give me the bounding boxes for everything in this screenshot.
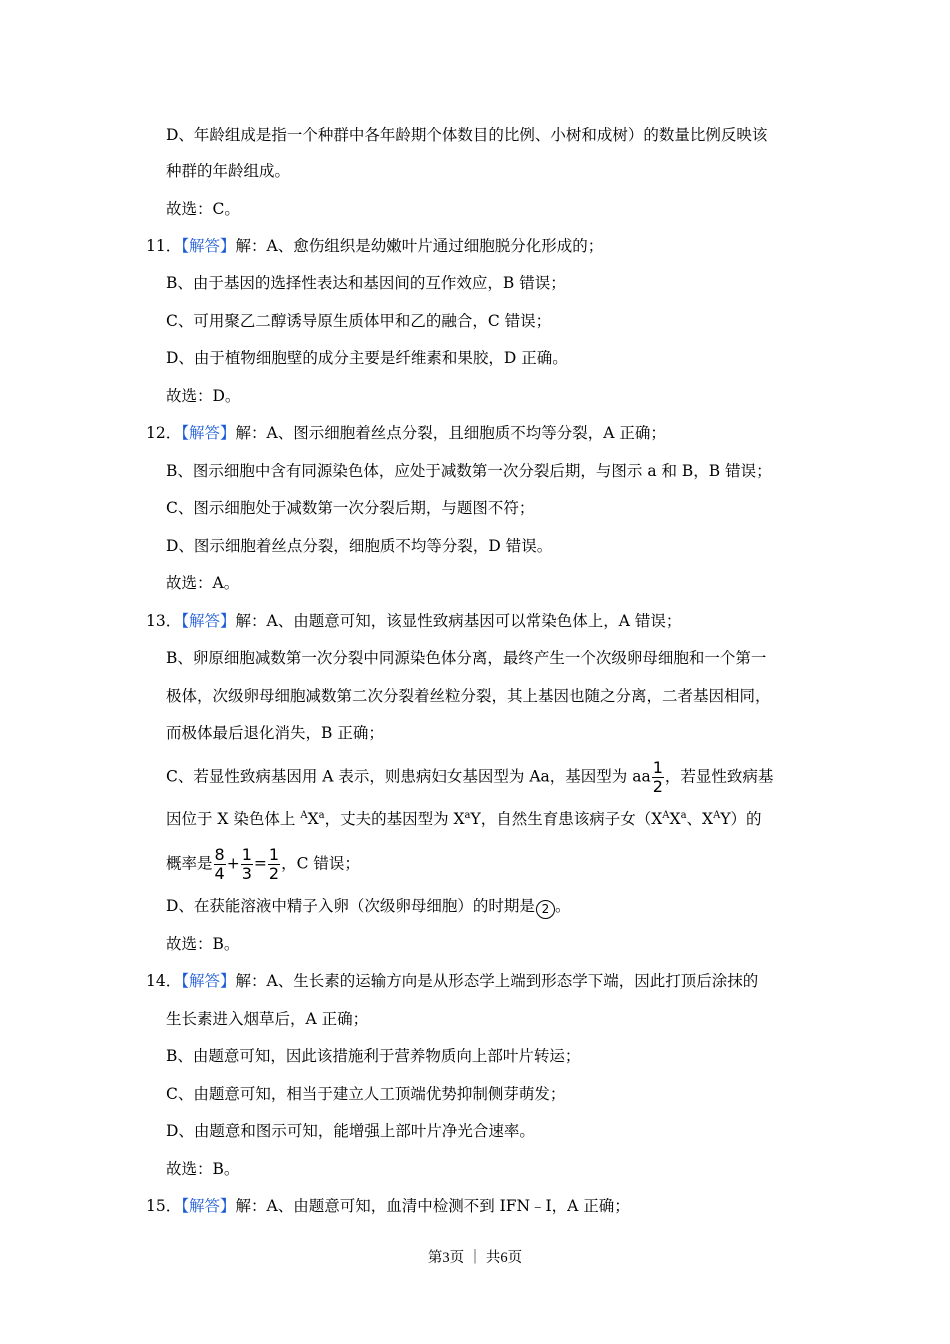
- text-line: 故选：A。: [166, 574, 240, 592]
- text-span: C、若显性致病基因用 A 表示，则患病妇女基因型为 Aa，基因型为 aa: [166, 767, 651, 786]
- text-span: X: [669, 810, 681, 828]
- text-line: D、由题意和图示可知，能增强上部叶片净光合速率。: [166, 1122, 535, 1140]
- text-line: C、图示细胞处于减数第一次分裂后期，与题图不符；: [166, 499, 535, 517]
- answer-text: 解：A、生长素的运输方向是从形态学上端到形态学下端，因此打顶后涂抹的: [235, 972, 759, 990]
- answer-text: 解：A、愈伤组织是幼嫩叶片通过细胞脱分化形成的；: [235, 237, 604, 255]
- text-span: 概率是: [166, 854, 213, 873]
- text-line: B、由于基因的选择性表达和基因间的互作效应，B 错误；: [166, 274, 566, 292]
- fraction-denominator: 2: [268, 864, 280, 883]
- fraction-denominator: 3: [241, 864, 252, 883]
- text-line: 故选：B。: [166, 1160, 240, 1178]
- question-13: [146, 610, 681, 632]
- text-span: D、在获能溶液中精子入卵（次级卵母细胞）的时期是: [166, 897, 535, 915]
- superscript: a: [680, 810, 687, 821]
- question-12: [146, 422, 666, 444]
- superscript: A: [662, 810, 670, 821]
- text-line: B、图示细胞中含有同源染色体，应处于减数第一次分裂后期，与图示 a 和 B，B 错误；: [166, 462, 772, 480]
- answer-text: 解：A、由题意可知，该显性致病基因可以常染色体上，A 错误；: [235, 612, 682, 630]
- text-line-with-superscripts: [166, 808, 762, 830]
- fraction: [214, 847, 226, 882]
- question-number: 15．: [146, 1197, 182, 1215]
- answer-tag: 【解答】: [181, 972, 236, 990]
- text-line: 而极体最后退化消失，B 正确；: [166, 724, 384, 742]
- fraction-numerator: 8: [214, 845, 225, 864]
- text-line: B、由题意可知，因此该措施利于营养物质向上部叶片转运；: [166, 1047, 581, 1065]
- fraction-denominator: 2: [652, 777, 663, 796]
- text-line: 故选：D。: [166, 387, 241, 405]
- answer-tag: 【解答】: [181, 1197, 236, 1215]
- answer-tag: 【解答】: [181, 424, 236, 442]
- question-15: [146, 1195, 630, 1217]
- text-line: D、图示细胞着丝点分裂，细胞质不均等分裂，D 错误。: [166, 537, 553, 555]
- superscript: A: [713, 810, 721, 821]
- text-span: 。: [554, 897, 571, 915]
- fraction: [241, 847, 253, 882]
- text-span: X: [307, 810, 319, 828]
- text-line: 生长素进入烟草后，A 正确；: [166, 1010, 369, 1028]
- page-footer: 第3页 ｜ 共6页: [427, 1250, 523, 1266]
- question-number: 11．: [146, 237, 182, 255]
- text-line: D、年龄组成是指一个种群中各年龄期个体数目的比例、小树和成树）的数量比例反映该: [166, 126, 768, 144]
- text-line: B、卵原细胞减数第一次分裂中同源染色体分离，最终产生一个次级卵母细胞和一个第一: [166, 649, 767, 667]
- fraction-denominator: 4: [214, 864, 225, 883]
- answer-tag: 【解答】: [181, 237, 236, 255]
- text-line-with-fractions: [166, 847, 360, 882]
- fraction-numerator: 1: [652, 758, 663, 777]
- operator: +: [226, 854, 240, 873]
- question-number: 13．: [146, 612, 182, 630]
- text-line: C、由题意可知，相当于建立人工顶端优势抑制侧芽萌发；: [166, 1085, 566, 1103]
- text-line: 故选：C。: [166, 200, 240, 218]
- operator: =: [253, 854, 267, 873]
- text-span: 、X: [686, 810, 714, 828]
- text-span: Y，自然生育患该病子女（X: [470, 810, 663, 828]
- text-line: 极体，次级卵母细胞减数第二次分裂着丝粒分裂，其上基因也随之分离，二者基因相同，: [166, 687, 771, 705]
- answer-text: 解：A、图示细胞着丝点分裂，且细胞质不均等分裂，A 正确；: [235, 424, 666, 442]
- superscript: a: [318, 810, 325, 821]
- text-line-with-circled-number: [166, 895, 570, 919]
- fraction-numerator: 1: [241, 845, 252, 864]
- superscript: a: [464, 810, 471, 821]
- text-line: 故选：B。: [166, 935, 240, 953]
- circled-number: 2: [536, 900, 555, 919]
- text-span: ，若显性致病基: [664, 767, 774, 786]
- text-span: ，C 错误；: [281, 854, 360, 873]
- fraction: [652, 760, 664, 795]
- text-span: Y）的: [720, 810, 762, 828]
- question-number: 12．: [146, 424, 182, 442]
- text-line: D、由于植物细胞壁的成分主要是纤维素和果胶，D 正确。: [166, 349, 568, 367]
- text-line: 种群的年龄组成。: [166, 162, 291, 180]
- text-line: C、可用聚乙二醇诱导原生质体甲和乙的融合，C 错误；: [166, 312, 552, 330]
- superscript: A: [300, 810, 308, 821]
- question-14: [146, 970, 758, 992]
- text-line-with-fraction: [166, 760, 773, 795]
- text-span: ，丈夫的基因型为 X: [324, 810, 465, 828]
- answer-tag: 【解答】: [181, 612, 236, 630]
- fraction-numerator: 1: [268, 845, 280, 864]
- text-span: 因位于 X 染色体上: [166, 810, 301, 828]
- question-number: 14．: [146, 972, 182, 990]
- answer-text: 解：A、由题意可知，血清中检测不到 IFN﹣Ⅰ，A 正确；: [235, 1197, 630, 1215]
- fraction: [268, 847, 280, 882]
- question-11: [146, 235, 603, 257]
